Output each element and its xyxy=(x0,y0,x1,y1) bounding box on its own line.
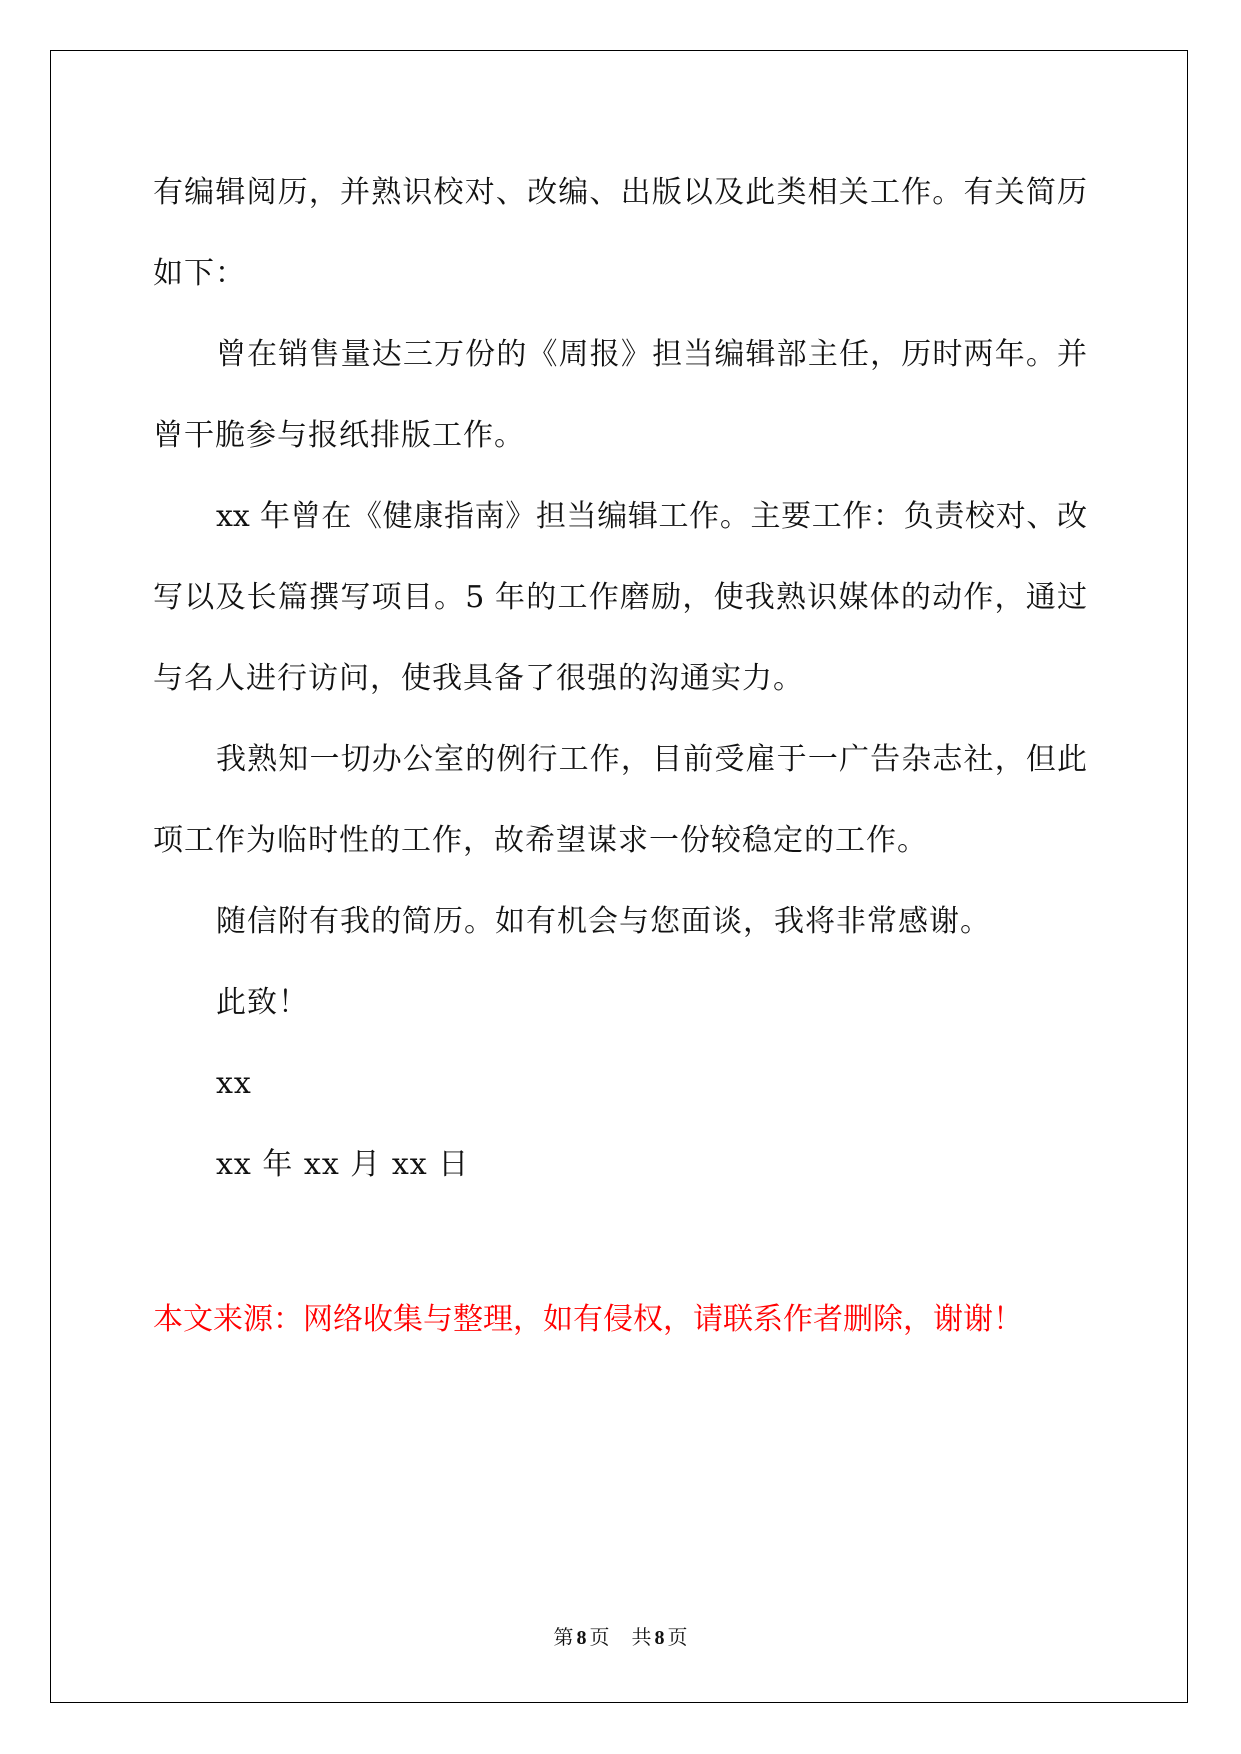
footer-text: 共 xyxy=(631,1627,652,1649)
page-number-current xyxy=(554,1627,610,1649)
paragraph-line: 随信附有我的简历。如有机会与您面谈，我将非常感谢。 xyxy=(216,904,991,939)
paragraph-line: 有编辑阅历，并熟识校对、改编、出版以及此类相关工作。有关简历 xyxy=(153,175,1087,210)
footer-text: 页 xyxy=(589,1627,610,1649)
page-number-total xyxy=(632,1627,688,1649)
paragraph-line: 写以及长篇撰写项目。5 年的工作磨励，使我熟识媒体的动作，通过 xyxy=(153,580,1087,615)
current-page-number: 8 xyxy=(576,1627,587,1649)
paragraph-line: 项工作为临时性的工作，故希望谋求一份较稳定的工作。 xyxy=(153,823,928,858)
footer-text: 第 xyxy=(553,1627,574,1649)
paragraph-line: 曾在销售量达三万份的《周报》担当编辑部主任，历时两年。并 xyxy=(216,337,1087,372)
page-footer xyxy=(0,1624,1241,1652)
signature-date: xx 年 xx 月 xx 日 xyxy=(216,1147,470,1182)
closing-salutation: 此致！ xyxy=(216,985,309,1020)
source-notice: 本文来源：网络收集与整理，如有侵权，请联系作者删除，谢谢！ xyxy=(153,1302,1023,1337)
paragraph-line: 与名人进行访问，使我具备了很强的沟通实力。 xyxy=(153,661,804,696)
paragraph-line: xx 年曾在《健康指南》担当编辑工作。主要工作：负责校对、改 xyxy=(216,499,1087,534)
letter-body xyxy=(153,152,1087,1205)
signature-name: xx xyxy=(216,1066,252,1101)
footer-text: 页 xyxy=(667,1627,688,1649)
total-page-number: 8 xyxy=(654,1627,665,1649)
paragraph-line: 我熟知一切办公室的例行工作，目前受雇于一广告杂志社，但此 xyxy=(216,742,1087,777)
paragraph-line: 曾干脆参与报纸排版工作。 xyxy=(153,418,525,453)
paragraph-line: 如下： xyxy=(153,256,246,291)
